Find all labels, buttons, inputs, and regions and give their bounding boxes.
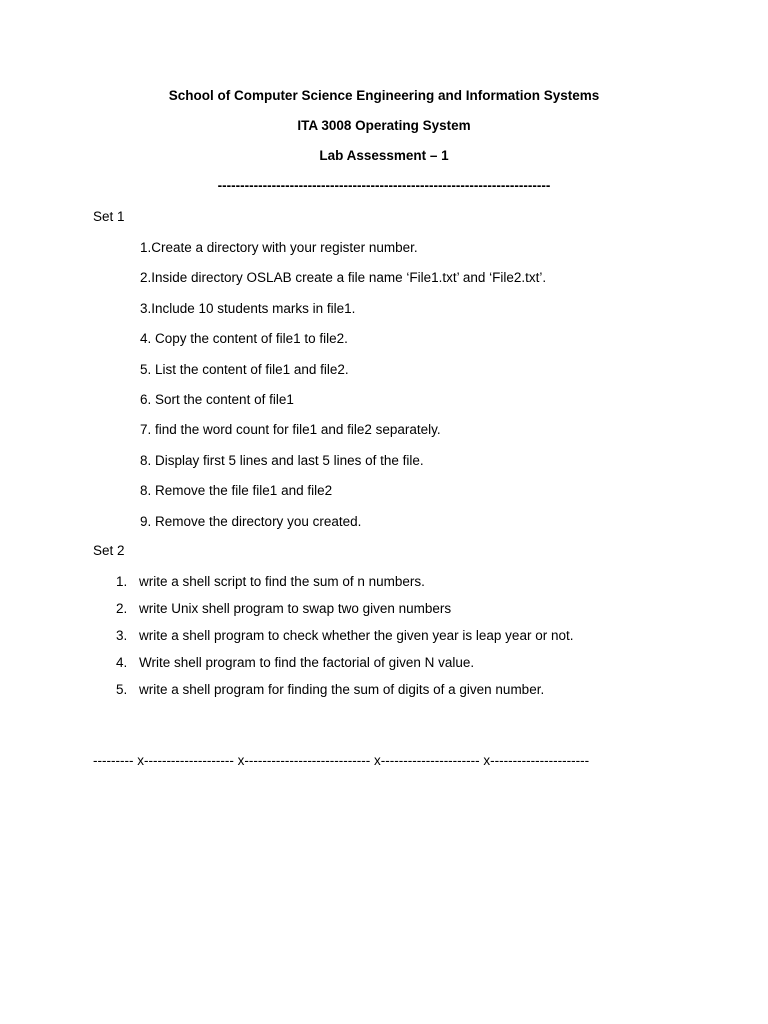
set2-item-number: 5.	[116, 682, 128, 697]
set2-item	[116, 681, 573, 708]
set1-item: 3.Include 10 students marks in file1.	[140, 300, 356, 316]
set2-item-text: write Unix shell program to swap two given numbers	[139, 601, 452, 616]
set2-item-text: write a shell script to find the sum of n numbers.	[139, 574, 425, 589]
school-title: School of Computer Science Engineering and Information Systems	[168, 88, 600, 103]
set2-item-number: 1.	[116, 574, 128, 589]
set1-item: 2.Inside directory OSLAB create a file name ‘File1.txt’ and ‘File2.txt’.	[140, 270, 547, 286]
set2-item-text: Write shell program to find the factorial of given N value.	[139, 655, 475, 670]
header-separator: --------------------------------------------------------------------------	[217, 178, 551, 193]
set1-item: 1.Create a directory with your register number.	[140, 240, 418, 255]
course-title: ITA 3008 Operating System	[297, 118, 471, 133]
set2-item-number: 2.	[116, 601, 128, 616]
set2-item-text: write a shell program for finding the sum of digits of a given number.	[139, 682, 545, 697]
set1-item: 5. List the content of file1 and file2.	[140, 361, 349, 377]
set2-item	[116, 654, 573, 681]
set1-heading: Set 1	[93, 209, 125, 224]
set1-item: 8. Display first 5 lines and last 5 lines of the file.	[140, 452, 424, 468]
set2-item	[116, 627, 573, 654]
set2-item-number: 3.	[116, 628, 128, 643]
set1-item: 9. Remove the directory you created.	[140, 513, 362, 529]
set1-item: 4. Copy the content of file1 to file2.	[140, 331, 348, 347]
set2-heading: Set 2	[93, 543, 125, 558]
set2-item	[116, 600, 573, 627]
set2-item	[116, 573, 573, 600]
set1-list	[140, 239, 546, 543]
footer-separator: --------- x-------------------- x---------------------------- x---------------------- x----------------------	[93, 753, 590, 768]
set2-item-number: 4.	[116, 655, 128, 670]
set1-item: 6. Sort the content of file1	[140, 391, 294, 407]
set1-item: 8. Remove the file file1 and file2	[140, 483, 333, 499]
set2-item-text: write a shell program to check whether the given year is leap year or not.	[139, 628, 574, 643]
set2-list	[116, 573, 573, 708]
set1-item: 7. find the word count for file1 and file2 separately.	[140, 422, 441, 438]
assessment-title: Lab Assessment – 1	[319, 148, 449, 163]
